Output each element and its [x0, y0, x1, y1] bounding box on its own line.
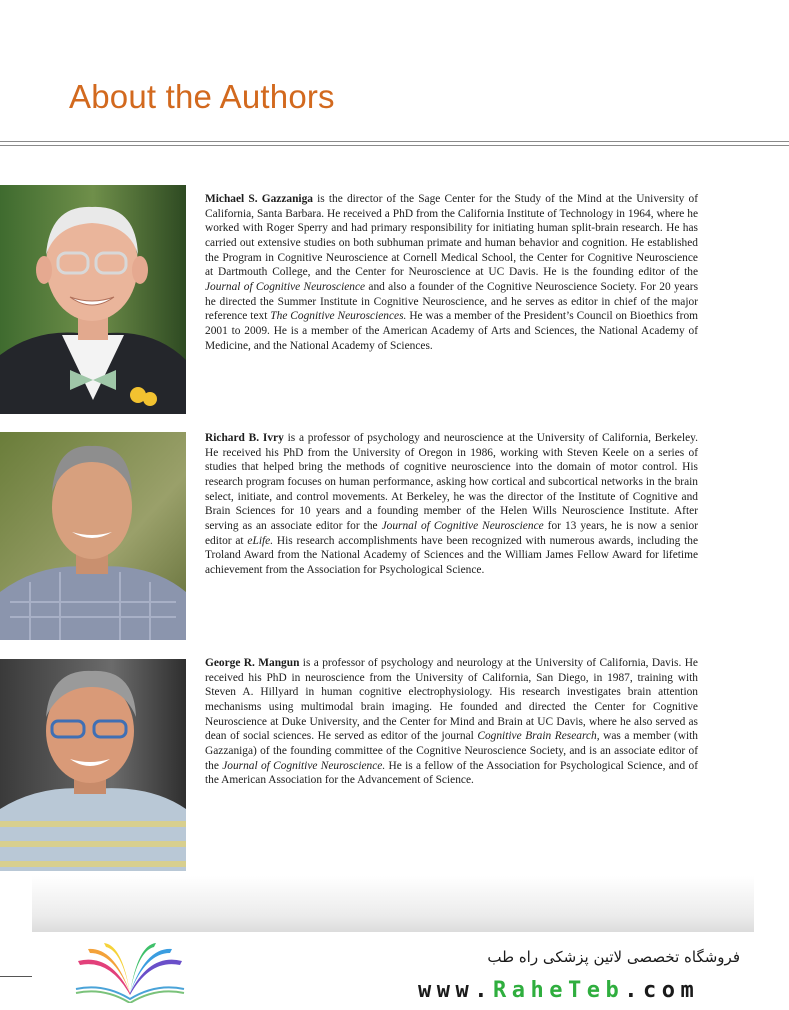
bio-text: was a member (with Gazzaniga) of the founding committee of the Cognitive Neuroscience Society, and is an associate editor of the: [205, 730, 698, 772]
italic-title: Cognitive Brain Research,: [477, 730, 600, 743]
url-suffix: .com: [624, 978, 700, 1003]
footer-rule: [0, 976, 32, 977]
italic-title: Journal of Cognitive Neuroscience: [205, 280, 366, 293]
url-prefix: www.: [418, 978, 493, 1003]
footer-fade-band: [32, 876, 754, 932]
store-name: فروشگاه تخصصی لاتین پزشکی راه طب: [487, 948, 740, 966]
author-bio-mangun: [205, 656, 698, 788]
bio-text: He is a fellow of the Association for Psychological Science, and of the American Association for the Advancement of Science.: [205, 759, 699, 787]
page-title: About the Authors: [69, 78, 335, 115]
author-photo-gazzaniga: [0, 185, 186, 414]
italic-title: Journal of Cognitive Neuroscience: [381, 519, 544, 532]
store-url[interactable]: [418, 978, 699, 1003]
italic-title: The Cognitive Neurosciences.: [270, 310, 407, 323]
italic-title: eLife.: [247, 534, 274, 547]
author-photo-mangun: [0, 659, 186, 871]
author-name: Michael S. Gazzaniga: [205, 193, 313, 205]
bio-text: and also a founder of the Cognitive Neuroscience Society. For 20 years he directed the Summer Institute in Cognitive Neuroscience, and he serves as editor in chief of the major reference text: [205, 280, 699, 323]
bio-text: is a professor of psychology and neuroscience at the University of California, Berkeley. He received his PhD from the University of Oregon in 1986, working with Steven Keele on a series of studies that helped bring the methods of cognitive neuroscience into the domain of motor control. His research program focuses on human performance, asking how cortical and subcortical networks in the brain select, initiate, and control movements. At Berkeley, he was the director of the Institute of Cognitive and Brain Sciences for 10 years and a founding member of the Helen Wills Neuroscience Institute. After serving as an associate editor for the: [205, 432, 698, 532]
bio-text: for 13 years, he is now a senior editor at: [205, 519, 698, 547]
url-brand: RaheTeb: [492, 978, 625, 1003]
author-bio-ivry: [205, 431, 698, 578]
italic-title: Journal of Cognitive Neuroscience.: [222, 759, 386, 772]
bio-text: is a professor of psychology and neurology at the University of California, Davis. He received his PhD in neuroscience from the University of California, San Diego, in 1987, training with Steven A. Hillyard in human cognitive electrophysiology. His research investigates brain attention mechanisms using multimodal brain imaging. He founded and directed the Center for Cognitive Neuroscience at Duke University, and the Center for Mind and Brain at UC Davis, where he also served as dean of social sciences. He served as editor of the journal: [205, 657, 698, 743]
bio-text: He was a member of the President’s Council on Bioethics from 2001 to 2009. He is a member of the American Academy of Arts and Sciences, the National Academy of Medicine, and the National Academy of Sciences.: [205, 310, 699, 352]
bio-text: His research accomplishments have been recognized with numerous awards, including the Troland Award from the National Academy of Sciences and the William James Fellow Award for lifetime achievement from the Association for Psychological Science.: [205, 534, 698, 576]
open-book-icon: [70, 943, 190, 1003]
header-rule-bottom: [0, 145, 789, 146]
author-photo-ivry: [0, 432, 186, 640]
author-bio-gazzaniga: [205, 192, 698, 353]
header-rule-top: [0, 141, 789, 142]
author-name: George R. Mangun: [205, 657, 300, 669]
author-name: Richard B. Ivry: [205, 432, 284, 444]
bio-text: is the director of the Sage Center for the Study of the Mind at the University of California, Santa Barbara. He received a PhD from the California Institute of Technology in 1964, where he worked with Roger Sperry and had primary responsibility for initiating human split-brain research. He has carried out extensive studies on both subhuman primate and human behavior and cognition. He established the Program in Cognitive Neuroscience at Cornell Medical School, the Center for Cognitive Neuroscience at Dartmouth College, and the Center for Neuroscience at UC Davis. He is the founding editor of the: [205, 193, 698, 279]
